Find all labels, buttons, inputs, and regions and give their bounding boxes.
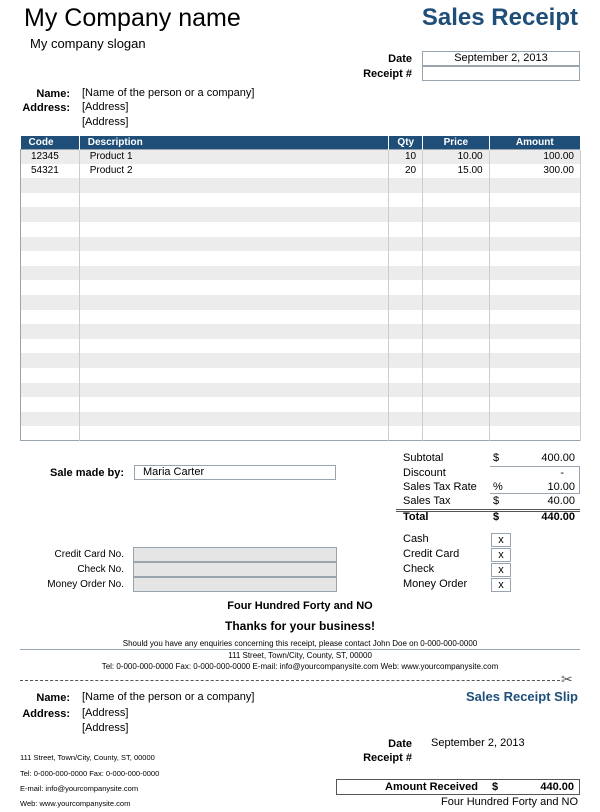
- cell-qty[interactable]: [389, 383, 423, 398]
- cell-code[interactable]: [21, 266, 80, 281]
- cell-amount[interactable]: [489, 237, 580, 252]
- total-value: 440.00: [541, 511, 575, 523]
- cell-qty[interactable]: [389, 368, 423, 383]
- cell-price[interactable]: [423, 266, 490, 281]
- table-row: [21, 178, 581, 193]
- sales-tax-row: [400, 495, 580, 509]
- cell-description[interactable]: [79, 280, 389, 295]
- table-row: [21, 295, 581, 310]
- cell-qty[interactable]: 10: [389, 149, 423, 164]
- table-row: [21, 251, 581, 266]
- table-row: [21, 280, 581, 295]
- table-row: [21, 353, 581, 368]
- slip-company-address: 111 Street, Town/City, County, ST, 00000: [20, 753, 155, 762]
- payment-credit-card-label: Credit Card: [403, 548, 460, 560]
- sale-made-by-field[interactable]: Maria Carter: [134, 465, 336, 480]
- cell-price[interactable]: [423, 383, 490, 398]
- slip-date-value[interactable]: September 2, 2013: [431, 737, 525, 749]
- cell-qty[interactable]: [389, 178, 423, 193]
- cell-qty[interactable]: [389, 397, 423, 412]
- receipt-number-label: Receipt #: [363, 68, 412, 80]
- cell-description[interactable]: [79, 397, 389, 412]
- cell-qty[interactable]: [389, 266, 423, 281]
- date-field[interactable]: September 2, 2013: [422, 51, 580, 66]
- cell-price[interactable]: [423, 280, 490, 295]
- cell-price[interactable]: [423, 251, 490, 266]
- cell-amount[interactable]: [489, 383, 580, 398]
- cell-amount[interactable]: [489, 251, 580, 266]
- cell-code[interactable]: [21, 397, 80, 412]
- cell-description[interactable]: [79, 178, 389, 193]
- thanks-message: Thanks for your business!: [224, 619, 376, 633]
- cell-amount[interactable]: [489, 280, 580, 295]
- table-row: [21, 266, 581, 281]
- sale-made-by-label: Sale made by:: [50, 467, 124, 479]
- subtotal-row: [400, 452, 580, 466]
- table-row: [21, 164, 581, 179]
- cell-price[interactable]: [423, 222, 490, 237]
- cell-amount[interactable]: [489, 193, 580, 208]
- cell-description[interactable]: [79, 207, 389, 222]
- sales-tax-label: Sales Tax: [403, 495, 451, 507]
- cell-qty[interactable]: [389, 412, 423, 427]
- cell-code[interactable]: [21, 222, 80, 237]
- cell-price[interactable]: [423, 207, 490, 222]
- col-header-amount: Amount: [489, 136, 580, 149]
- discount-label: Discount: [403, 467, 446, 479]
- total-label: Total: [403, 511, 429, 523]
- table-row: [21, 193, 581, 208]
- slip-amount-received-box: [336, 779, 580, 795]
- cell-amount[interactable]: [489, 310, 580, 325]
- cell-price[interactable]: [423, 310, 490, 325]
- cell-code[interactable]: [21, 339, 80, 354]
- payment-money-order-label: Money Order: [403, 578, 468, 590]
- cell-qty[interactable]: [389, 193, 423, 208]
- payment-check-checkbox[interactable]: x: [491, 563, 511, 577]
- cell-code[interactable]: 54321: [21, 164, 80, 179]
- cell-code[interactable]: [21, 383, 80, 398]
- receipt-number-field[interactable]: [422, 66, 580, 81]
- slip-name-label: Name:: [36, 692, 70, 704]
- table-row: [21, 149, 581, 164]
- payment-money-order-checkbox[interactable]: x: [491, 578, 511, 592]
- check-no-label: Check No.: [77, 564, 124, 575]
- cell-code[interactable]: [21, 412, 80, 427]
- table-row: [21, 412, 581, 427]
- cell-description[interactable]: [79, 251, 389, 266]
- customer-name-label: Name:: [36, 88, 70, 100]
- table-row: [21, 383, 581, 398]
- col-header-description: Description: [79, 136, 389, 149]
- table-row: [21, 324, 581, 339]
- cell-amount[interactable]: [489, 339, 580, 354]
- customer-address-line1[interactable]: [Address]: [82, 101, 129, 113]
- cell-qty[interactable]: [389, 222, 423, 237]
- cell-price[interactable]: [423, 339, 490, 354]
- date-label: Date: [388, 53, 412, 65]
- table-row: [21, 207, 581, 222]
- slip-title: Sales Receipt Slip: [466, 689, 578, 704]
- cell-description[interactable]: [79, 222, 389, 237]
- cell-amount[interactable]: [489, 426, 580, 441]
- cell-qty[interactable]: [389, 295, 423, 310]
- cell-description[interactable]: [79, 368, 389, 383]
- col-header-qty: Qty: [389, 136, 423, 149]
- company-address: 111 Street, Town/City, County, ST, 00000: [228, 651, 372, 660]
- payment-check-label: Check: [403, 563, 435, 575]
- cell-description[interactable]: [79, 353, 389, 368]
- cell-description[interactable]: [79, 193, 389, 208]
- cell-amount[interactable]: [489, 324, 580, 339]
- receipt-title: Sales Receipt: [421, 4, 578, 31]
- scissors-icon: ✂: [561, 671, 573, 687]
- cell-qty[interactable]: [389, 324, 423, 339]
- cell-description[interactable]: [79, 295, 389, 310]
- table-row: [21, 310, 581, 325]
- cell-qty[interactable]: [389, 353, 423, 368]
- cell-price[interactable]: [423, 426, 490, 441]
- enquiries-note: Should you have any enquiries concerning this receipt, please contact John Doe on 0-000-000-0000: [122, 639, 478, 648]
- cell-amount[interactable]: [489, 353, 580, 368]
- cell-amount[interactable]: [489, 412, 580, 427]
- cell-qty[interactable]: 20: [389, 164, 423, 179]
- subtotal-value: 400.00: [541, 452, 575, 464]
- company-name: My Company name: [24, 4, 241, 32]
- subtotal-currency: $: [493, 452, 500, 464]
- slip-address-line2[interactable]: [Address]: [82, 722, 129, 734]
- customer-address-label: Address:: [22, 102, 70, 114]
- total-currency: $: [493, 511, 500, 523]
- table-row: [21, 368, 581, 383]
- cell-description[interactable]: [79, 237, 389, 252]
- cell-amount[interactable]: 100.00: [489, 149, 580, 164]
- money-order-no-label: Money Order No.: [47, 579, 124, 590]
- cell-qty[interactable]: [389, 339, 423, 354]
- cell-code[interactable]: [21, 280, 80, 295]
- cell-amount[interactable]: 300.00: [489, 164, 580, 179]
- cell-description[interactable]: [79, 339, 389, 354]
- col-header-code: Code: [21, 136, 80, 149]
- col-header-price: Price: [423, 136, 490, 149]
- slip-name-value[interactable]: [Name of the person or a company]: [82, 691, 255, 703]
- discount-value[interactable]: -: [560, 467, 564, 479]
- cell-code[interactable]: [21, 426, 80, 441]
- cell-description[interactable]: [79, 412, 389, 427]
- cell-price[interactable]: [423, 237, 490, 252]
- cell-qty[interactable]: [389, 207, 423, 222]
- cell-price[interactable]: [423, 295, 490, 310]
- cell-code[interactable]: [21, 193, 80, 208]
- tax-rate-percent-sign: %: [493, 481, 503, 493]
- sales-tax-currency: $: [493, 495, 500, 507]
- cell-price[interactable]: [423, 193, 490, 208]
- items-table: [20, 136, 581, 441]
- table-row: [21, 222, 581, 237]
- tax-rate-label: Sales Tax Rate: [403, 481, 477, 493]
- cell-description[interactable]: [79, 310, 389, 325]
- payment-cash-checkbox[interactable]: x: [491, 533, 511, 547]
- cell-code[interactable]: [21, 207, 80, 222]
- cell-price[interactable]: [423, 178, 490, 193]
- company-slogan: My company slogan: [30, 36, 146, 51]
- slip-address-label: Address:: [22, 708, 70, 720]
- cell-price[interactable]: [423, 368, 490, 383]
- check-no-field[interactable]: [133, 562, 337, 577]
- cell-code[interactable]: [21, 310, 80, 325]
- cell-description[interactable]: Product 1: [79, 149, 389, 164]
- cell-description[interactable]: [79, 266, 389, 281]
- slip-receipt-label: Receipt #: [363, 752, 412, 764]
- credit-card-no-label: Credit Card No.: [54, 549, 124, 560]
- slip-company-web: Web: www.yourcompanysite.com: [20, 799, 131, 808]
- slip-amount-value: 440.00: [540, 781, 574, 793]
- slip-amount-currency: $: [492, 781, 499, 793]
- cell-code[interactable]: [21, 353, 80, 368]
- slip-amount-label: Amount Received: [385, 781, 478, 793]
- table-row: [21, 426, 581, 441]
- cell-qty[interactable]: [389, 426, 423, 441]
- slip-amount-words: Four Hundred Forty and NO: [441, 796, 578, 808]
- cell-code[interactable]: [21, 178, 80, 193]
- payment-credit-card-checkbox[interactable]: x: [491, 548, 511, 562]
- cell-qty[interactable]: [389, 280, 423, 295]
- cell-description[interactable]: [79, 426, 389, 441]
- cell-description[interactable]: [79, 383, 389, 398]
- cell-price[interactable]: [423, 412, 490, 427]
- payment-cash-label: Cash: [403, 533, 429, 545]
- footer-divider: [20, 649, 580, 650]
- sales-tax-value: 40.00: [547, 495, 575, 507]
- cell-qty[interactable]: [389, 251, 423, 266]
- slip-address-line1[interactable]: [Address]: [82, 707, 129, 719]
- tax-rate-row: [400, 481, 580, 495]
- amount-in-words: Four Hundred Forty and NO: [227, 600, 373, 612]
- cell-code[interactable]: [21, 237, 80, 252]
- cell-amount[interactable]: [489, 368, 580, 383]
- cell-amount[interactable]: [489, 397, 580, 412]
- slip-date-label: Date: [388, 738, 412, 750]
- cell-code[interactable]: [21, 368, 80, 383]
- table-header-row: [21, 136, 581, 149]
- cell-amount[interactable]: [489, 178, 580, 193]
- cell-description[interactable]: Product 2: [79, 164, 389, 179]
- cell-code[interactable]: [21, 295, 80, 310]
- slip-company-telfax: Tel: 0-000-000-0000 Fax: 0-000-000-0000: [20, 769, 160, 778]
- credit-card-no-field[interactable]: [133, 547, 337, 562]
- cell-price[interactable]: [423, 397, 490, 412]
- money-order-no-field[interactable]: [133, 577, 337, 592]
- table-row: [21, 237, 581, 252]
- cell-qty[interactable]: [389, 310, 423, 325]
- cell-code[interactable]: [21, 324, 80, 339]
- total-row: [400, 511, 580, 525]
- company-contact: Tel: 0-000-000-0000 Fax: 0-000-000-0000 E-mail: info@yourcompanysite.com Web: www.yourcompanysite.com: [101, 662, 499, 671]
- table-row: [21, 339, 581, 354]
- cell-description[interactable]: [79, 324, 389, 339]
- customer-address-line2[interactable]: [Address]: [82, 116, 129, 128]
- customer-name-value[interactable]: [Name of the person or a company]: [82, 87, 255, 99]
- cell-price[interactable]: [423, 353, 490, 368]
- cell-price[interactable]: 10.00: [423, 149, 490, 164]
- cell-amount[interactable]: [489, 207, 580, 222]
- cell-code[interactable]: [21, 251, 80, 266]
- slip-company-email: E-mail: info@yourcompanysite.com: [20, 784, 139, 793]
- cell-qty[interactable]: [389, 237, 423, 252]
- cell-amount[interactable]: [489, 295, 580, 310]
- cell-price[interactable]: 15.00: [423, 164, 490, 179]
- cell-amount[interactable]: [489, 222, 580, 237]
- subtotal-label: Subtotal: [403, 452, 444, 464]
- cell-price[interactable]: [423, 324, 490, 339]
- table-row: [21, 397, 581, 412]
- tax-rate-value[interactable]: 10.00: [547, 481, 575, 493]
- cell-amount[interactable]: [489, 266, 580, 281]
- cut-line: [20, 680, 560, 681]
- cell-code[interactable]: 12345: [21, 149, 80, 164]
